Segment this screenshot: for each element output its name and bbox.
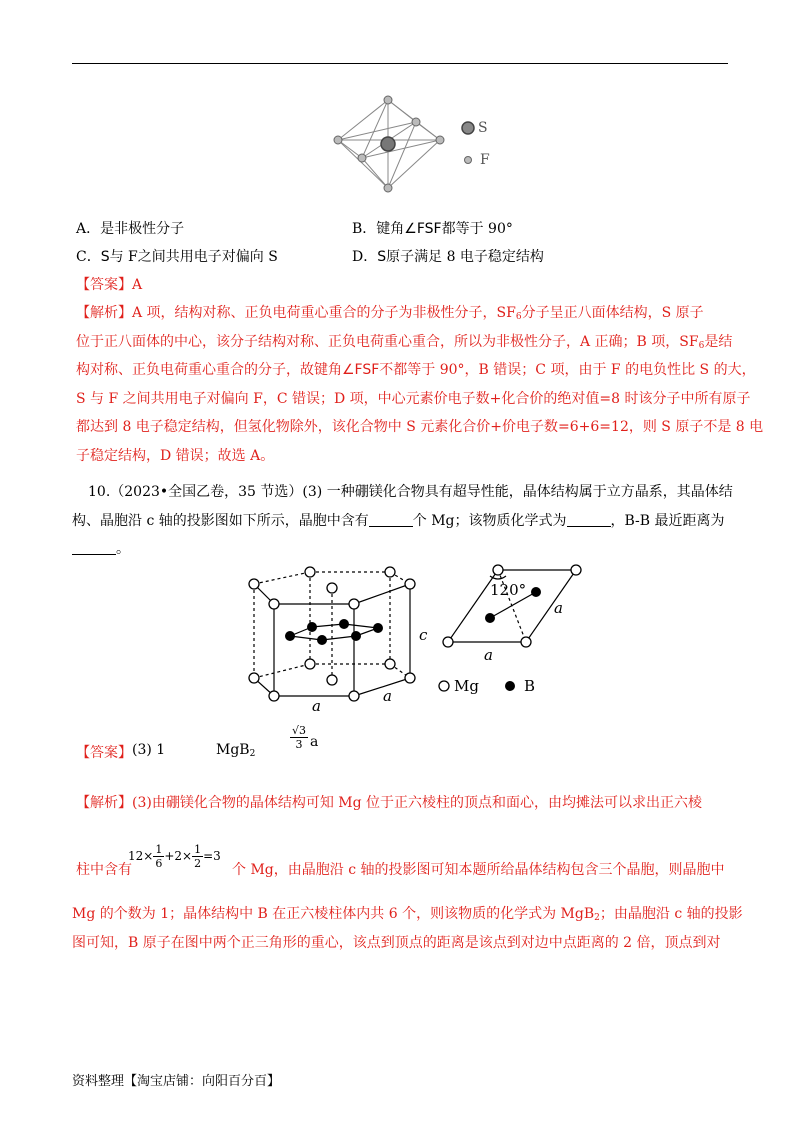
option-a: A．是非极性分子: [76, 221, 185, 237]
q9-analysis: 【解析】A 项，结构对称、正负电荷重心重合的分子为非极性分子，$SF_6$分子呈正八面体结构，S 原子 位于正八面体的中心，该分子结构对称、正负电荷重心重合，所以为非极性分子，A 正确；B 项，$SF_6$是结 构对称、正负电荷重心重合的分子，故键角∠FSF不都等于 90°，B 错误；C 项，由于 F 的电负性比 S 的大， S 与 F 之间共用电子对偏向 F，C 错误；D 项，中心元素价电子数+化合价的绝对值=8 时该分子中所有原子 都达到 8 电子稳定结构，但氢化物除外，该化合物中 S 元素化合价+价电子数=6+6=12，则 S 原子不是 8 电 子稳定结构，D 错误；故选 A。: [76, 305, 764, 464]
q10-analysis-2: 柱中含有 12× $\frac{1}{6}$ +2× $\frac{1}{2}$ =3 个 Mg，由晶胞沿 c 轴的投影图可知本题所给晶体结构包含三个晶胞，则晶胞中: [76, 843, 725, 878]
fig-label-angle: 120°: [490, 581, 527, 599]
fig-label-a-bottom: a: [312, 697, 321, 715]
mgb2-crystal-figure: [240, 564, 590, 714]
option-d: D．S原子满足 8 电子稳定结构: [352, 249, 544, 265]
legend-f-label: F: [480, 152, 490, 168]
header-rule: [72, 63, 728, 64]
legend-s-label: S: [478, 120, 488, 136]
q9-answer: 【答案】A: [76, 277, 143, 293]
footer-source: 资料整理【淘宝店铺：向阳百分百】: [72, 1074, 281, 1089]
answer-fraction: $\frac{√3}{3}$: [292, 724, 307, 751]
fig-label-a-side: a: [383, 687, 392, 705]
option-c: C．S与 F之间共用电子对偏向 S: [76, 249, 278, 265]
legend-mg-label: Mg: [454, 677, 479, 695]
q10-analysis-3: Mg 的个数为 1；晶体结构中 B 在正六棱柱体内共 6 个，则该物质的化学式为 MgB$_2$；由晶胞沿 c 轴的投影 图可知，B 原子在图中两个正三角形的重心，该点到顶点的距离是该点到对边中点距离的 2 倍，顶点到对: [72, 906, 743, 951]
fig-label-c: c: [419, 626, 428, 644]
legend-b-label: B: [524, 677, 536, 695]
fig-label-a-rhombus-bottom: a: [484, 646, 493, 664]
q10-analysis-1: 【解析】(3)由硼镁化合物的晶体结构可知 Mg 位于正六棱柱的顶点和面心，由均摊法可以求出正六棱: [76, 795, 703, 811]
option-b: B．键角∠FSF都等于 90°: [352, 221, 513, 237]
fig-label-a-rhombus-side: a: [554, 599, 563, 617]
q10-stem: 10.（2023•全国乙卷，35 节选）(3) 一种硼镁化合物具有超导性能，晶体结构属于立方晶系，其晶体结 构、晶胞沿 c 轴的投影图如下所示，晶胞中含有 个 Mg；该物质化学式为 ，B-B 最近距离为 。: [72, 484, 733, 557]
sf6-octahedron-figure: [330, 92, 510, 200]
